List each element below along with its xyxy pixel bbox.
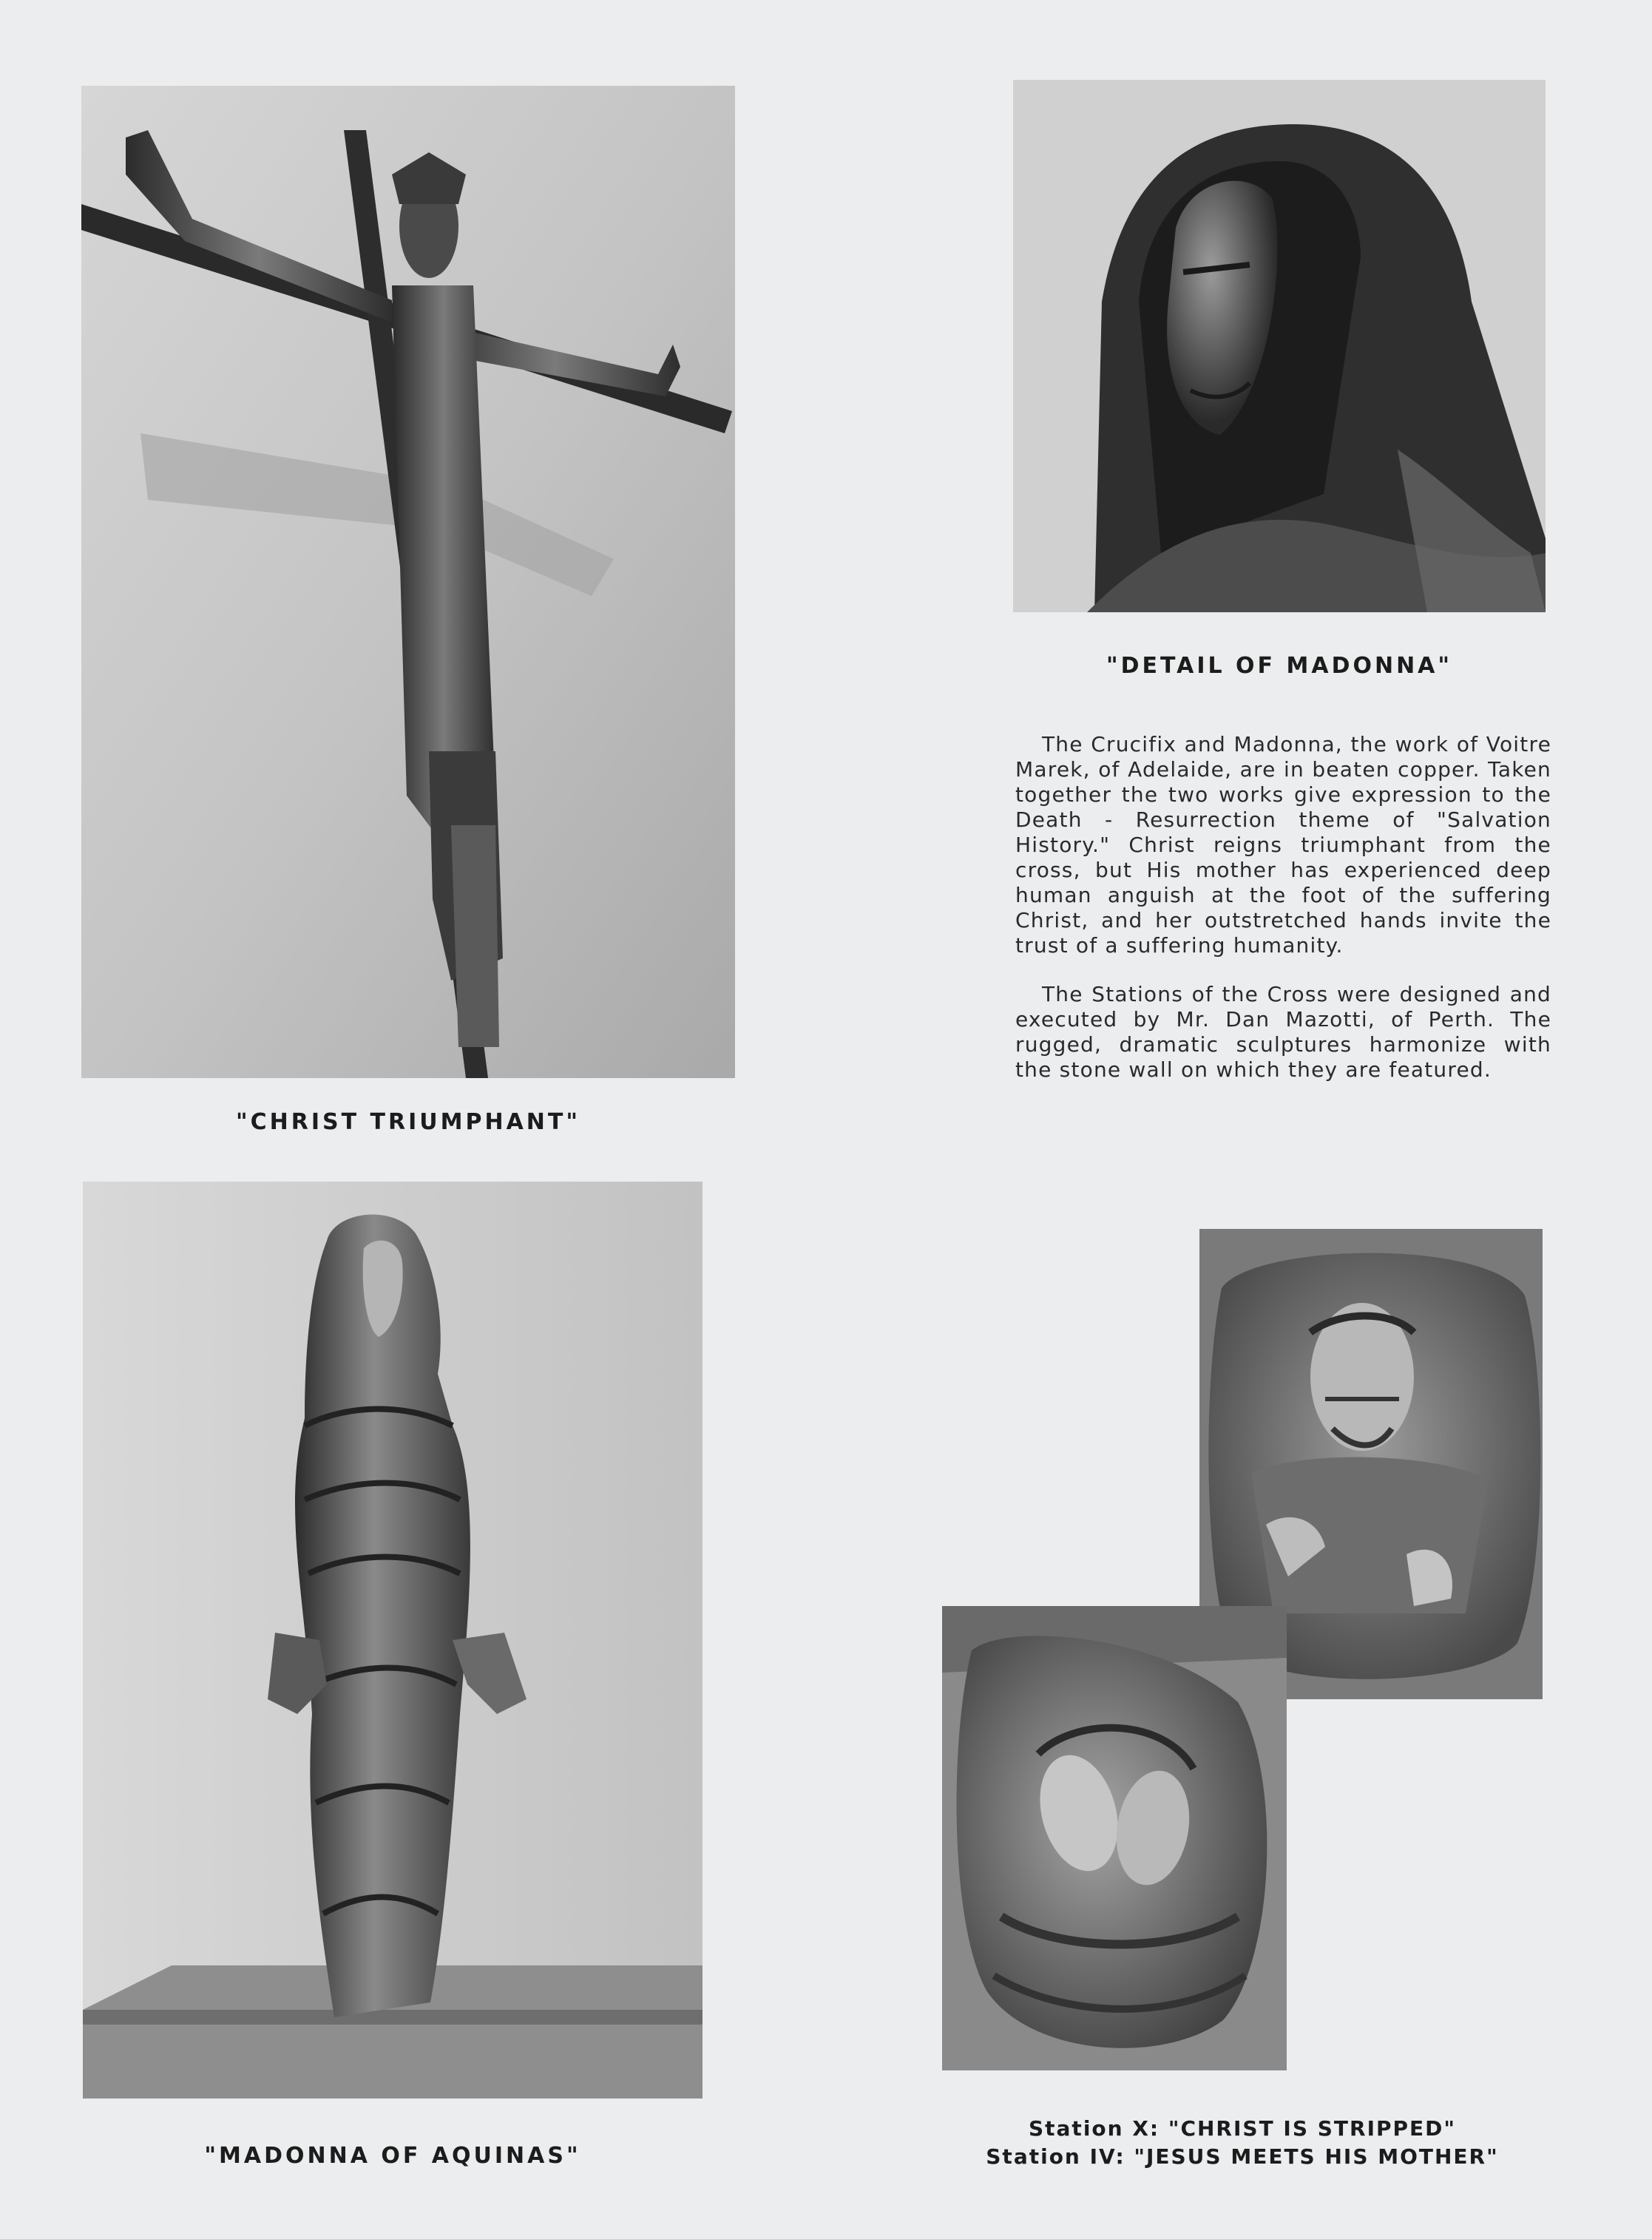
detail-of-madonna-photo bbox=[1013, 80, 1546, 612]
christ-triumphant-caption: "CHRIST TRIUMPHANT" bbox=[236, 1109, 580, 1135]
article-paragraph-1: The Crucifix and Madonna, the work of Voitre Marek, of Adelaide, are in beaten copper. Taken together the two works give expression to the Death - Resurrection theme of "Salvation History." Christ reigns triumphant from the cross, but His mother has experienced deep human anguish at the foot of the suffering Christ, and her outstretched hands invite the trust of a suffering humanity. bbox=[1015, 732, 1551, 958]
station-x-caption: Station X: "CHRIST IS STRIPPED" bbox=[1028, 2116, 1457, 2141]
stations-caption bbox=[939, 2115, 1546, 2171]
article-text bbox=[1015, 732, 1551, 1083]
madonna-of-aquinas-caption: "MADONNA OF AQUINAS" bbox=[204, 2143, 581, 2169]
article-paragraph-2: The Stations of the Cross were designed and executed by Mr. Dan Mazotti, of Perth. The rugged, dramatic sculptures harmonize with the stone wall on which they are featured. bbox=[1015, 982, 1551, 1082]
madonna-of-aquinas-photo bbox=[83, 1182, 703, 2099]
station-iv-caption: Station IV: "JESUS MEETS HIS MOTHER" bbox=[986, 2144, 1499, 2169]
station-iv-photo bbox=[942, 1606, 1287, 2070]
detail-of-madonna-caption: "DETAIL OF MADONNA" bbox=[1106, 653, 1453, 679]
christ-triumphant-photo bbox=[81, 86, 735, 1078]
